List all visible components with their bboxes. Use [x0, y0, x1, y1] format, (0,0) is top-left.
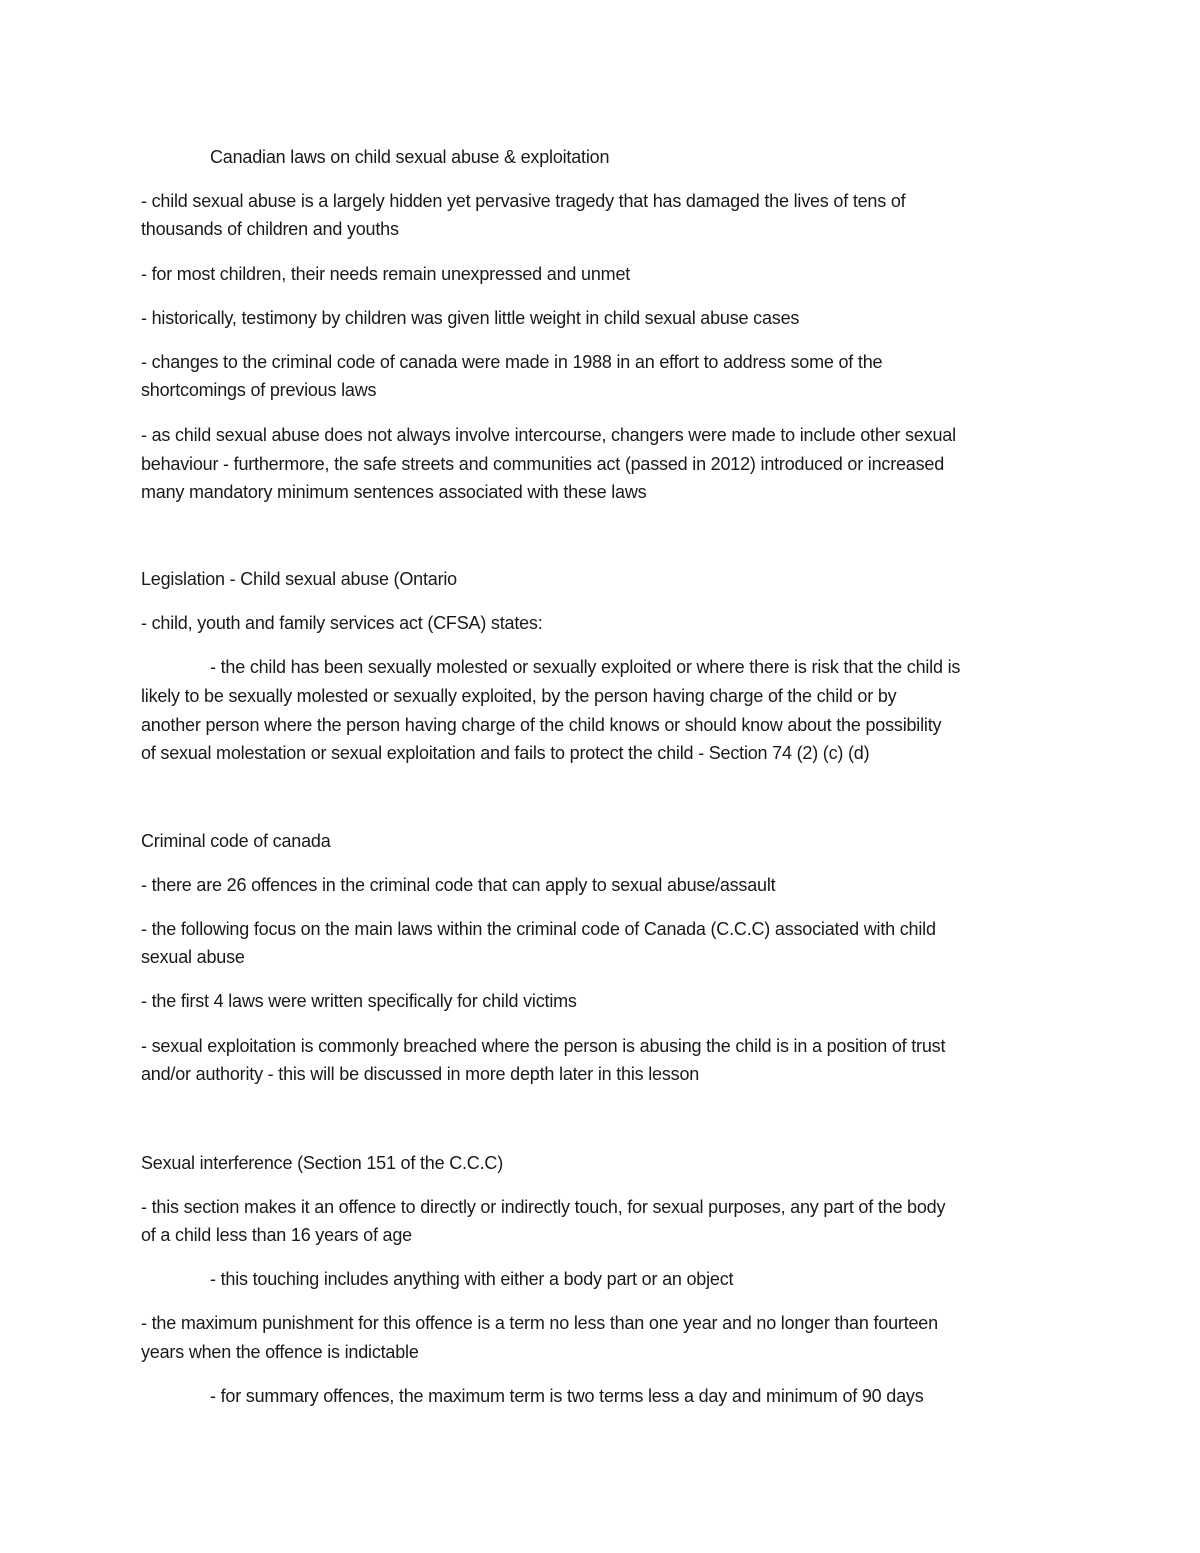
legislation-paragraph-2-line-1: - the child has been sexually molested or sexually exploited or where there is risk that the child is — [210, 657, 961, 677]
legislation-paragraph-1: - child, youth and family services act (CFSA) states: — [141, 613, 543, 633]
criminal-code-paragraph-2-line-1: - the following focus on the main laws within the criminal code of Canada (C.C.C) associated with child — [141, 919, 936, 939]
legislation-heading: Legislation - Child sexual abuse (Ontario — [141, 569, 457, 589]
criminal-code-paragraph-1: - there are 26 offences in the criminal code that can apply to sexual abuse/assault — [141, 875, 776, 895]
criminal-code-paragraph-4-line-1: - sexual exploitation is commonly breached where the person is abusing the child is in a position of trust — [141, 1036, 946, 1056]
intro-paragraph-5-line-2: behaviour - furthermore, the safe streets and communities act (passed in 2012) introduced or increased — [141, 454, 945, 474]
criminal-code-paragraph-2-line-2: sexual abuse — [141, 947, 245, 967]
criminal-code-paragraph-4-line-2: and/or authority - this will be discussed in more depth later in this lesson — [141, 1064, 700, 1084]
intro-paragraph-4-line-2: shortcomings of previous laws — [141, 380, 377, 400]
legislation-paragraph-2-line-4: of sexual molestation or sexual exploitation and fails to protect the child - Section 74 (2) (c) (d) — [141, 743, 870, 763]
sexual-interference-paragraph-3-line-2: years when the offence is indictable — [141, 1342, 419, 1362]
intro-paragraph-1-line-1: - child sexual abuse is a largely hidden yet pervasive tragedy that has damaged the lives of tens of — [141, 191, 906, 211]
intro-paragraph-4-line-1: - changes to the criminal code of canada were made in 1988 in an effort to address some of the — [141, 352, 883, 372]
criminal-code-paragraph-3: - the first 4 laws were written specifically for child victims — [141, 991, 577, 1011]
sexual-interference-paragraph-3-line-1: - the maximum punishment for this offence is a term no less than one year and no longer than fourteen — [141, 1313, 938, 1333]
criminal-code-heading: Criminal code of canada — [141, 831, 331, 851]
intro-paragraph-5-line-1: - as child sexual abuse does not always involve intercourse, changers were made to include other sexual — [141, 425, 956, 445]
sexual-interference-heading: Sexual interference (Section 151 of the C.C.C) — [141, 1153, 503, 1173]
intro-paragraph-2: - for most children, their needs remain unexpressed and unmet — [141, 264, 631, 284]
sexual-interference-paragraph-1-line-1: - this section makes it an offence to directly or indirectly touch, for sexual purposes, any part of the body — [141, 1197, 946, 1217]
intro-paragraph-5-line-3: many mandatory minimum sentences associated with these laws — [141, 482, 647, 502]
document-title: Canadian laws on child sexual abuse & exploitation — [210, 147, 610, 167]
sexual-interference-paragraph-2: - this touching includes anything with either a body part or an object — [210, 1269, 734, 1289]
legislation-paragraph-2-line-3: another person where the person having charge of the child knows or should know about the possibility — [141, 715, 942, 735]
sexual-interference-paragraph-1-line-2: of a child less than 16 years of age — [141, 1225, 412, 1245]
intro-paragraph-3: - historically, testimony by children was given little weight in child sexual abuse cases — [141, 308, 800, 328]
legislation-paragraph-2-line-2: likely to be sexually molested or sexually exploited, by the person having charge of the child or by — [141, 686, 897, 706]
sexual-interference-paragraph-4: - for summary offences, the maximum term is two terms less a day and minimum of 90 days — [210, 1386, 924, 1406]
intro-paragraph-1-line-2: thousands of children and youths — [141, 219, 399, 239]
